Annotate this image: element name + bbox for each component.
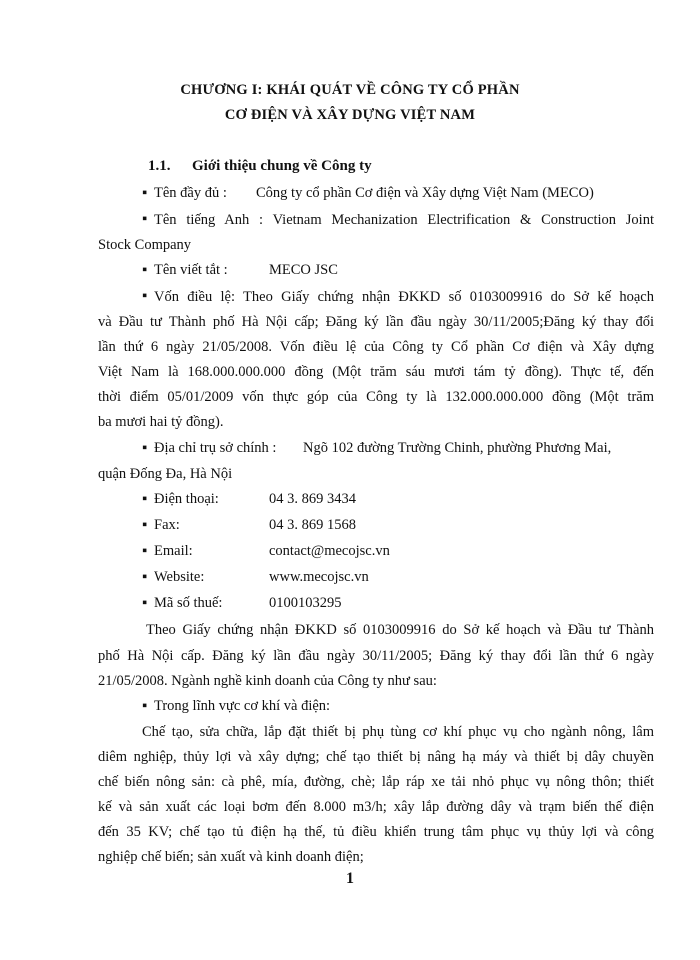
- bullet-icon: ▪: [142, 491, 148, 507]
- chapter-title-line-1: CHƯƠNG I: KHÁI QUÁT VỀ CÔNG TY CỔ PHẦN: [180, 82, 520, 98]
- email-value: contact@mecojsc.vn: [269, 543, 390, 559]
- business-line: Theo Giấy chứng nhận ĐKKD số 0103009916 do Sở kế hoạch và Đầu tư Thành: [146, 622, 654, 638]
- full-name-value: Công ty cổ phần Cơ điện và Xây dựng Việt Nam (MECO): [256, 185, 594, 201]
- bullet-icon: ▪: [142, 288, 148, 304]
- address-value: Ngõ 102 đường Trường Chinh, phường Phương Mai,: [303, 440, 612, 456]
- address-label: Địa chỉ trụ sở chính :: [154, 440, 277, 456]
- bullet-icon: ▪: [142, 698, 148, 714]
- bullet-icon: ▪: [142, 262, 148, 278]
- capital-line: Việt Nam là 168.000.000.000 đồng (Một trăm sáu mươi tám tỷ đồng). Thực tế, đến: [98, 364, 654, 380]
- tax-code-value: 0100103295: [269, 595, 342, 611]
- phone-value: 04 3. 869 3434: [269, 491, 356, 507]
- business-line: 21/05/2008. Ngành nghề kinh doanh của Công ty như sau:: [98, 673, 437, 689]
- capital-line: và Đầu tư Thành phố Hà Nội cấp; Đăng ký lần đầu ngày 30/11/2005;Đăng ký thay đổi: [98, 314, 654, 330]
- bullet-icon: ▪: [142, 440, 148, 456]
- bullet-icon: ▪: [142, 595, 148, 611]
- short-name-value: MECO JSC: [269, 262, 338, 278]
- english-name-cont: Stock Company: [98, 237, 192, 253]
- page-number: 1: [346, 870, 354, 887]
- fax-value: 04 3. 869 1568: [269, 517, 356, 533]
- english-name-line: [154, 211, 654, 229]
- mechanical-line: chế biến nông sản: cà phê, mía, đường, chè; lắp ráp xe tải nhỏ phục vụ nông thôn; thiết: [98, 774, 654, 790]
- mechanical-line: đến 35 KV; chế tạo tủ điện hạ thế, tủ điều khiển trung tâm phục vụ thủy lợi và công: [98, 824, 654, 840]
- bullet-icon: ▪: [142, 517, 148, 533]
- capital-line: Vốn điều lệ: Theo Giấy chứng nhận ĐKKD số 0103009916 do Sở kế hoạch: [154, 289, 654, 305]
- english-name-value: Vietnam Mechanization Electrification & Construction Joint: [272, 212, 654, 228]
- website-label: Website:: [154, 569, 205, 585]
- business-line: phố Hà Nội cấp. Đăng ký lần đầu ngày 30/11/2005; Đăng ký thay đổi lần thứ 6 ngày: [98, 648, 654, 664]
- tax-code-label: Mã số thuế:: [154, 595, 223, 611]
- field-label: Trong lĩnh vực cơ khí và điện:: [154, 698, 331, 714]
- bullet-icon: ▪: [142, 569, 148, 585]
- phone-label: Điện thoại:: [154, 491, 219, 507]
- chapter-title-line-2: CƠ ĐIỆN VÀ XÂY DỰNG VIỆT NAM: [224, 107, 476, 123]
- full-name-label: Tên đầy đủ :: [154, 185, 227, 201]
- website-value: www.mecojsc.vn: [269, 569, 369, 585]
- bullet-icon: ▪: [142, 543, 148, 559]
- section-number: 1.1.: [148, 158, 171, 174]
- fax-label: Fax:: [154, 517, 180, 533]
- english-name-label: Tên tiếng Anh :: [154, 212, 264, 228]
- address-cont: quận Đống Đa, Hà Nội: [98, 466, 233, 482]
- email-label: Email:: [154, 543, 193, 559]
- capital-line: thời điểm 05/01/2009 vốn thực góp của Công ty là 132.000.000.000 đồng (Một trăm: [98, 389, 654, 405]
- short-name-label: Tên viết tắt :: [154, 262, 228, 278]
- capital-line: ba mươi hai tỷ đồng).: [98, 414, 224, 430]
- mechanical-line: Chế tạo, sửa chữa, lắp đặt thiết bị phụ tùng cơ khí phục vụ cho ngành nông, lâm: [142, 724, 654, 740]
- mechanical-line: nghiệp chế biến; sản xuất và kinh doanh điện;: [98, 849, 364, 865]
- bullet-icon: ▪: [142, 211, 148, 227]
- bullet-icon: ▪: [142, 185, 148, 201]
- mechanical-line: diêm nghiệp, thủy lợi và xây dựng; chế tạo thiết bị nâng hạ máy và thiết bị dây chuyền: [98, 749, 654, 765]
- section-heading: Giới thiệu chung về Công ty: [192, 158, 372, 174]
- mechanical-line: kế và sản xuất các loại bơm đến 8.000 m3/h; xây lắp đường dây và trạm biến thế điện: [98, 799, 654, 815]
- capital-line: lần thứ 6 ngày 21/05/2008. Vốn điều lệ của Công ty Cổ phần Cơ điện và Xây dựng: [98, 339, 654, 355]
